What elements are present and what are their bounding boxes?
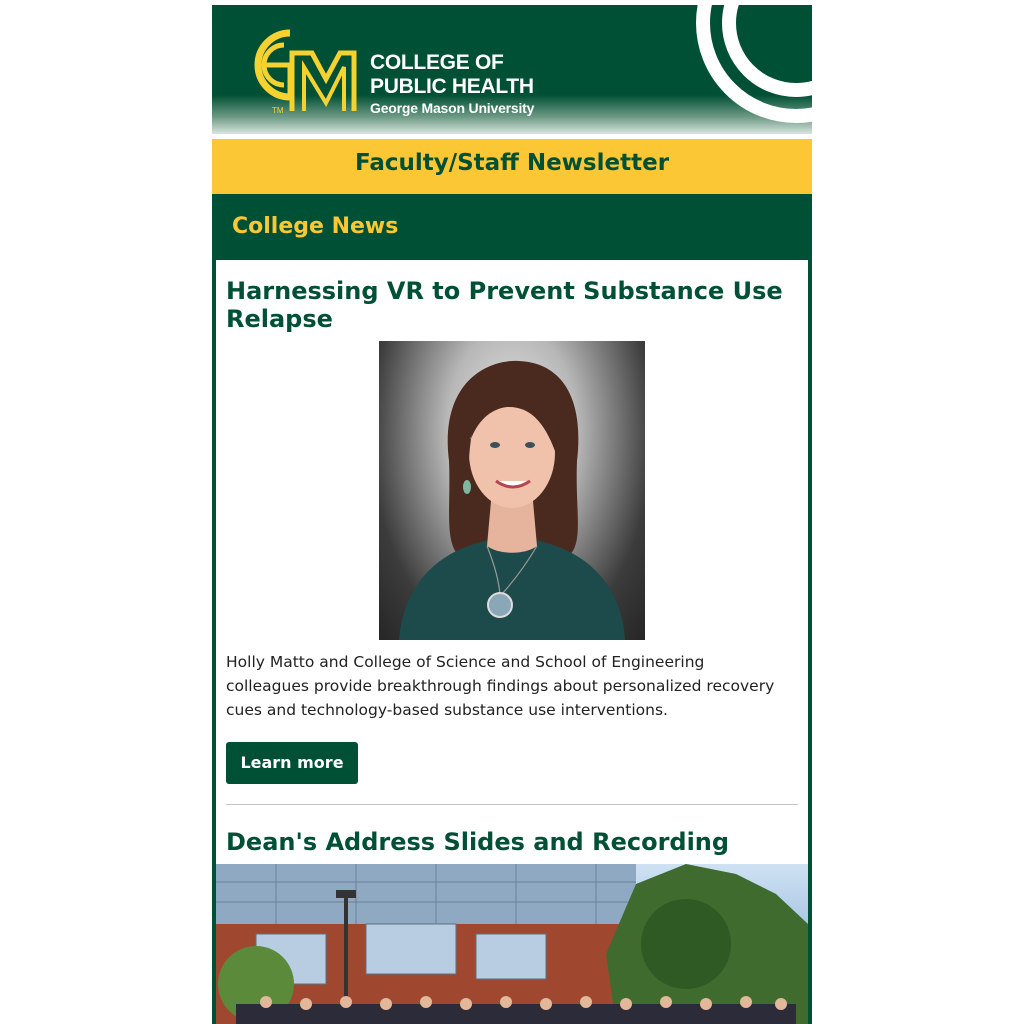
- article-title[interactable]: Harnessing VR to Prevent Substance Use Relapse: [226, 277, 783, 333]
- newsletter-title: Faculty/Staff Newsletter: [354, 150, 670, 176]
- logo-line-1: COLLEGE OF: [370, 51, 504, 74]
- logo-line-3: George Mason University: [370, 100, 535, 116]
- article-divider: [226, 804, 798, 805]
- article-description: Holly Matto and College of Science and School of Engineering colleagues provide breakthrough findings about personalized recovery cues and technology-based substance use interventions.: [226, 653, 775, 719]
- section-header: [212, 194, 812, 260]
- group-photo[interactable]: [216, 864, 808, 1024]
- newsletter-title-bar: [212, 139, 812, 194]
- portrait-photo[interactable]: [379, 341, 645, 640]
- person-portrait-icon: [379, 341, 645, 640]
- newsletter-email: [212, 5, 812, 1024]
- header-banner: [212, 5, 812, 134]
- learn-more-button[interactable]: Learn more: [226, 742, 358, 784]
- logo-line-2: PUBLIC HEALTH: [370, 75, 534, 98]
- college-logo-text: [370, 51, 534, 117]
- building-group-photo-icon: [216, 864, 808, 1024]
- content-area: [212, 260, 812, 1024]
- section-title: College News: [232, 214, 399, 239]
- article-title-deans-address[interactable]: Dean's Address Slides and Recording: [226, 828, 730, 856]
- gm-logo-icon: [240, 23, 358, 115]
- trademark-text: TM: [272, 106, 284, 115]
